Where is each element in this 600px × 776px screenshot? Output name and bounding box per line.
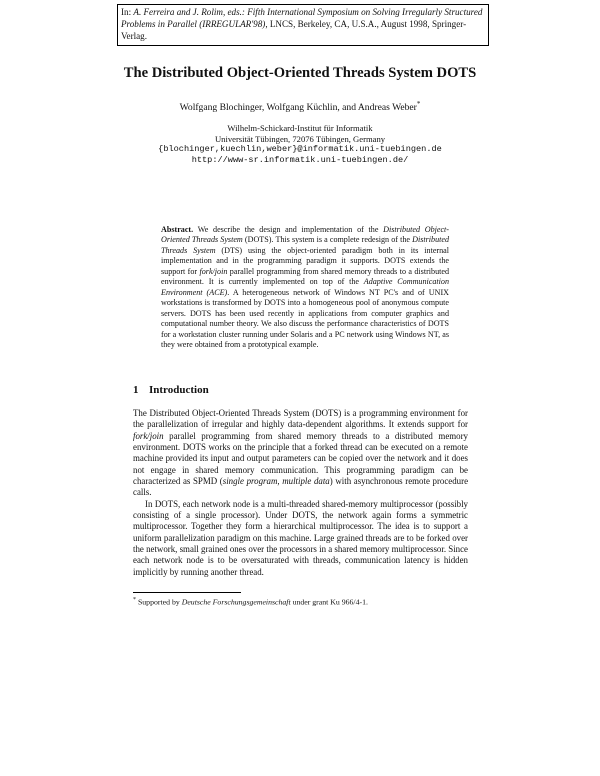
university-address: Universität Tübingen, 72076 Tübingen, Germany xyxy=(214,133,386,144)
citation-publisher: , LNCS, Berkeley, CA, U.S.A., August 1998, Springer-Verlag. xyxy=(121,18,467,41)
abstract-emphasis: fork/join xyxy=(199,266,228,276)
paper-title: The Distributed Object-Oriented Threads System DOTS xyxy=(123,65,477,81)
abstract-emphasis: Distributed Threads System xyxy=(161,235,450,255)
abstract-text: parallel programming from shared memory threads to a distributed environment. It is currently implemented on top of the xyxy=(161,266,449,287)
abstract-emphasis: Distributed Object-Oriented Threads System xyxy=(161,225,449,245)
paragraph: In DOTS, each network node is a multi-threaded shared-memory multiprocessor (possibly consisting of a single processor). Under DOTS, the network again forms a symmetric multiprocessor. Together they form a hierarchical multiprocessor. The idea is to support a uniform parallelization paradigm on this machine. Large grained threads are to be forked over the network, small grained ones over the processors in a shared memory multiprocessor. Since each network node is to be oversaturated with threads, communication latency is hidden implicitly by running another thread. xyxy=(133,498,468,577)
author-list xyxy=(0,98,600,114)
section-title: Introduction xyxy=(149,384,209,396)
author-emails: {blochinger,kuechlin,weber}@informatik.uni-tuebingen.de xyxy=(158,144,442,155)
abstract-text: We describe the design and implementation of the xyxy=(193,225,384,234)
paragraph-text: The Distributed Object-Oriented Threads System (DOTS) is a programming environment for the parallelization of irregular and highly data-dependent algorithms. It extends support for xyxy=(133,408,468,430)
abstract-text: (DTS) using the object-oriented paradigm both in its internal implementation and in the programming paradigm it supports. DOTS extends the support for xyxy=(161,245,449,276)
abstract-label: Abstract. xyxy=(161,225,194,234)
citation-prefix: In: xyxy=(121,7,134,17)
author-names: Wolfgang Blochinger, Wolfgang Küchlin, and Andreas Weber xyxy=(179,102,417,114)
author-footnote-mark: * xyxy=(416,100,421,108)
institute-url: http://www-sr.informatik.uni-tuebingen.de/ xyxy=(191,154,409,165)
section-number: 1 xyxy=(133,384,139,396)
paragraph-text: ) with asynchronous remote procedure calls. xyxy=(133,476,469,498)
paragraph xyxy=(133,408,468,499)
footnote-text: under grant Ku 966/4-1. xyxy=(290,597,368,607)
citation-box xyxy=(117,4,489,46)
footnote-mark: * xyxy=(133,597,136,603)
paragraph-emphasis: fork/join xyxy=(133,430,164,441)
abstract xyxy=(161,225,449,350)
citation-editors-title: A. Ferreira and J. Rolim, eds.: Fifth International Symposium on Solving Irregularly Structured Problems in Parallel (IRREGULAR'98) xyxy=(121,7,483,29)
affiliation-block xyxy=(0,123,600,165)
abstract-text: (DOTS). This system is a complete redesign of the xyxy=(242,235,413,245)
body-text xyxy=(133,408,468,578)
abstract-text: . A heterogeneous network of Windows NT PC's and of UNIX workstations is transformed by DOTS into a homogeneous pool of anonymous compute servers. DOTS has been used recently in applications from computer graphics and computational number theory. We also discuss the performance characteristics of DOTS for a workstation cluster running under Solaris and a PC network using Windows NT, as they were obtained from a prototypical example. xyxy=(161,287,449,349)
paragraph-emphasis: single program, multiple data xyxy=(222,476,330,487)
paragraph-text: parallel programming from shared memory threads to a distributed memory environment. DOTS works on the principle that a forked thread can be executed on a remote machine provided its input and output parameters can be copied over the network and it does not engage in shared memory communication. This programming paradigm can be characterized as SPMD ( xyxy=(133,430,468,487)
footnote-divider xyxy=(133,592,241,593)
footnote-text: Supported by xyxy=(136,597,182,607)
institute-name: Wilhelm-Schickard-Institut für Informatik xyxy=(227,123,373,133)
abstract-emphasis: Adaptive Communication Environment (ACE) xyxy=(161,277,449,297)
footnote-emphasis: Deutsche Forschungsgemeinschaft xyxy=(181,597,291,607)
section-heading xyxy=(133,383,209,397)
footnote xyxy=(133,595,368,608)
